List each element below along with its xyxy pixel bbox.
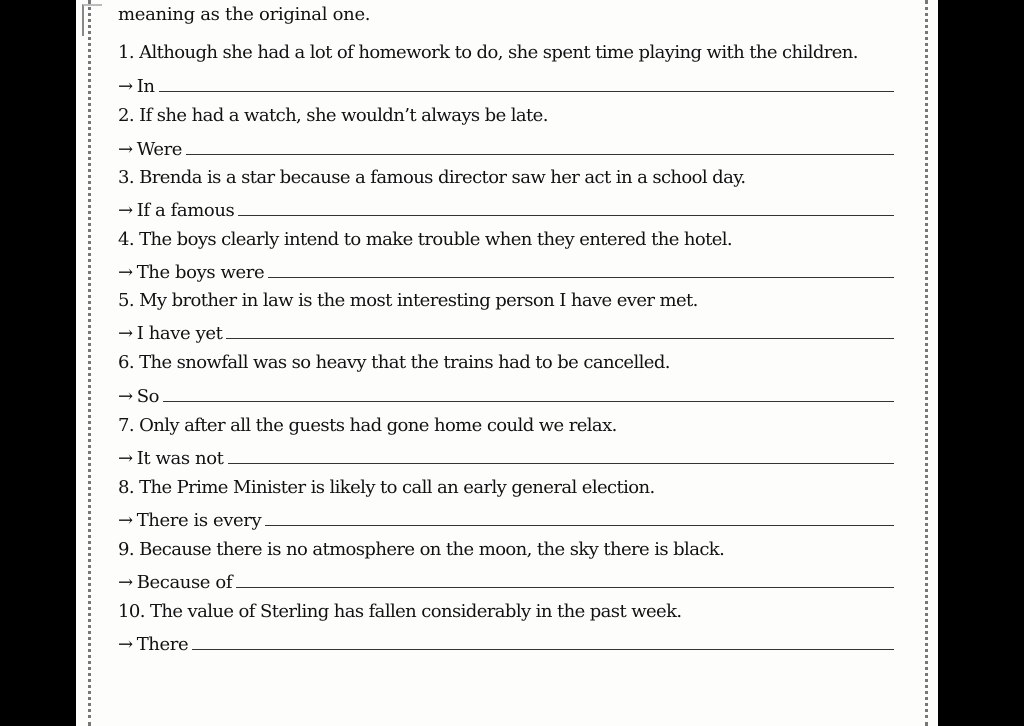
- arrow-icon: →: [118, 448, 133, 469]
- answer-line-2: [118, 139, 894, 160]
- arrow-icon: →: [118, 323, 133, 344]
- arrow-icon: →: [118, 76, 133, 97]
- question-5: 5. My brother in law is the most interesting person I have ever met.: [118, 290, 698, 311]
- answer-line-1: [118, 76, 894, 97]
- answer-prompt: If a famous: [136, 200, 235, 221]
- question-10: 10. The value of Sterling has fallen considerably in the past week.: [118, 601, 682, 622]
- arrow-icon: →: [118, 634, 133, 655]
- left-dotted-border: [88, 0, 95, 726]
- arrow-icon: →: [118, 262, 133, 283]
- answer-line-8: [118, 510, 894, 531]
- answer-prompt: Because of: [136, 572, 233, 593]
- answer-line-5: [118, 323, 894, 344]
- question-8: 8. The Prime Minister is likely to call an early general election.: [118, 477, 655, 498]
- arrow-icon: →: [118, 386, 133, 407]
- arrow-icon: →: [118, 200, 133, 221]
- answer-blank[interactable]: [268, 263, 894, 278]
- arrow-icon: →: [118, 510, 133, 531]
- answer-prompt: I have yet: [136, 323, 223, 344]
- answer-line-4: [118, 262, 894, 283]
- question-2: 2. If she had a watch, she wouldn’t always be late.: [118, 105, 548, 126]
- question-7: 7. Only after all the guests had gone home could we relax.: [118, 415, 617, 436]
- question-1: 1. Although she had a lot of homework to do, she spent time playing with the children.: [118, 42, 858, 63]
- answer-prompt: There: [136, 634, 189, 655]
- answer-prompt: In: [136, 76, 155, 97]
- answer-blank[interactable]: [192, 635, 894, 650]
- answer-blank[interactable]: [226, 324, 894, 339]
- arrow-icon: →: [118, 139, 133, 160]
- answer-blank[interactable]: [238, 201, 894, 216]
- answer-prompt: Were: [136, 139, 183, 160]
- answer-blank[interactable]: [163, 387, 894, 402]
- worksheet-page: [76, 0, 938, 726]
- answer-blank[interactable]: [265, 511, 894, 526]
- instruction-heading: meaning as the original one.: [118, 4, 371, 25]
- question-9: 9. Because there is no atmosphere on the moon, the sky there is black.: [118, 539, 725, 560]
- answer-prompt: The boys were: [136, 262, 265, 283]
- answer-prompt: There is every: [136, 510, 262, 531]
- answer-line-7: [118, 448, 894, 469]
- arrow-icon: →: [118, 572, 133, 593]
- answer-line-9: [118, 572, 894, 593]
- answer-line-6: [118, 386, 894, 407]
- question-6: 6. The snowfall was so heavy that the trains had to be cancelled.: [118, 352, 670, 373]
- answer-blank[interactable]: [228, 449, 894, 464]
- answer-line-10: [118, 634, 894, 655]
- answer-line-3: [118, 200, 894, 221]
- answer-blank[interactable]: [159, 77, 894, 92]
- answer-prompt: So: [136, 386, 160, 407]
- question-3: 3. Brenda is a star because a famous director saw her act in a school day.: [118, 167, 746, 188]
- answer-blank[interactable]: [186, 140, 894, 155]
- answer-blank[interactable]: [236, 573, 894, 588]
- right-dotted-border: [921, 0, 928, 726]
- answer-prompt: It was not: [136, 448, 224, 469]
- corner-mark: [82, 4, 102, 36]
- question-4: 4. The boys clearly intend to make trouble when they entered the hotel.: [118, 229, 733, 250]
